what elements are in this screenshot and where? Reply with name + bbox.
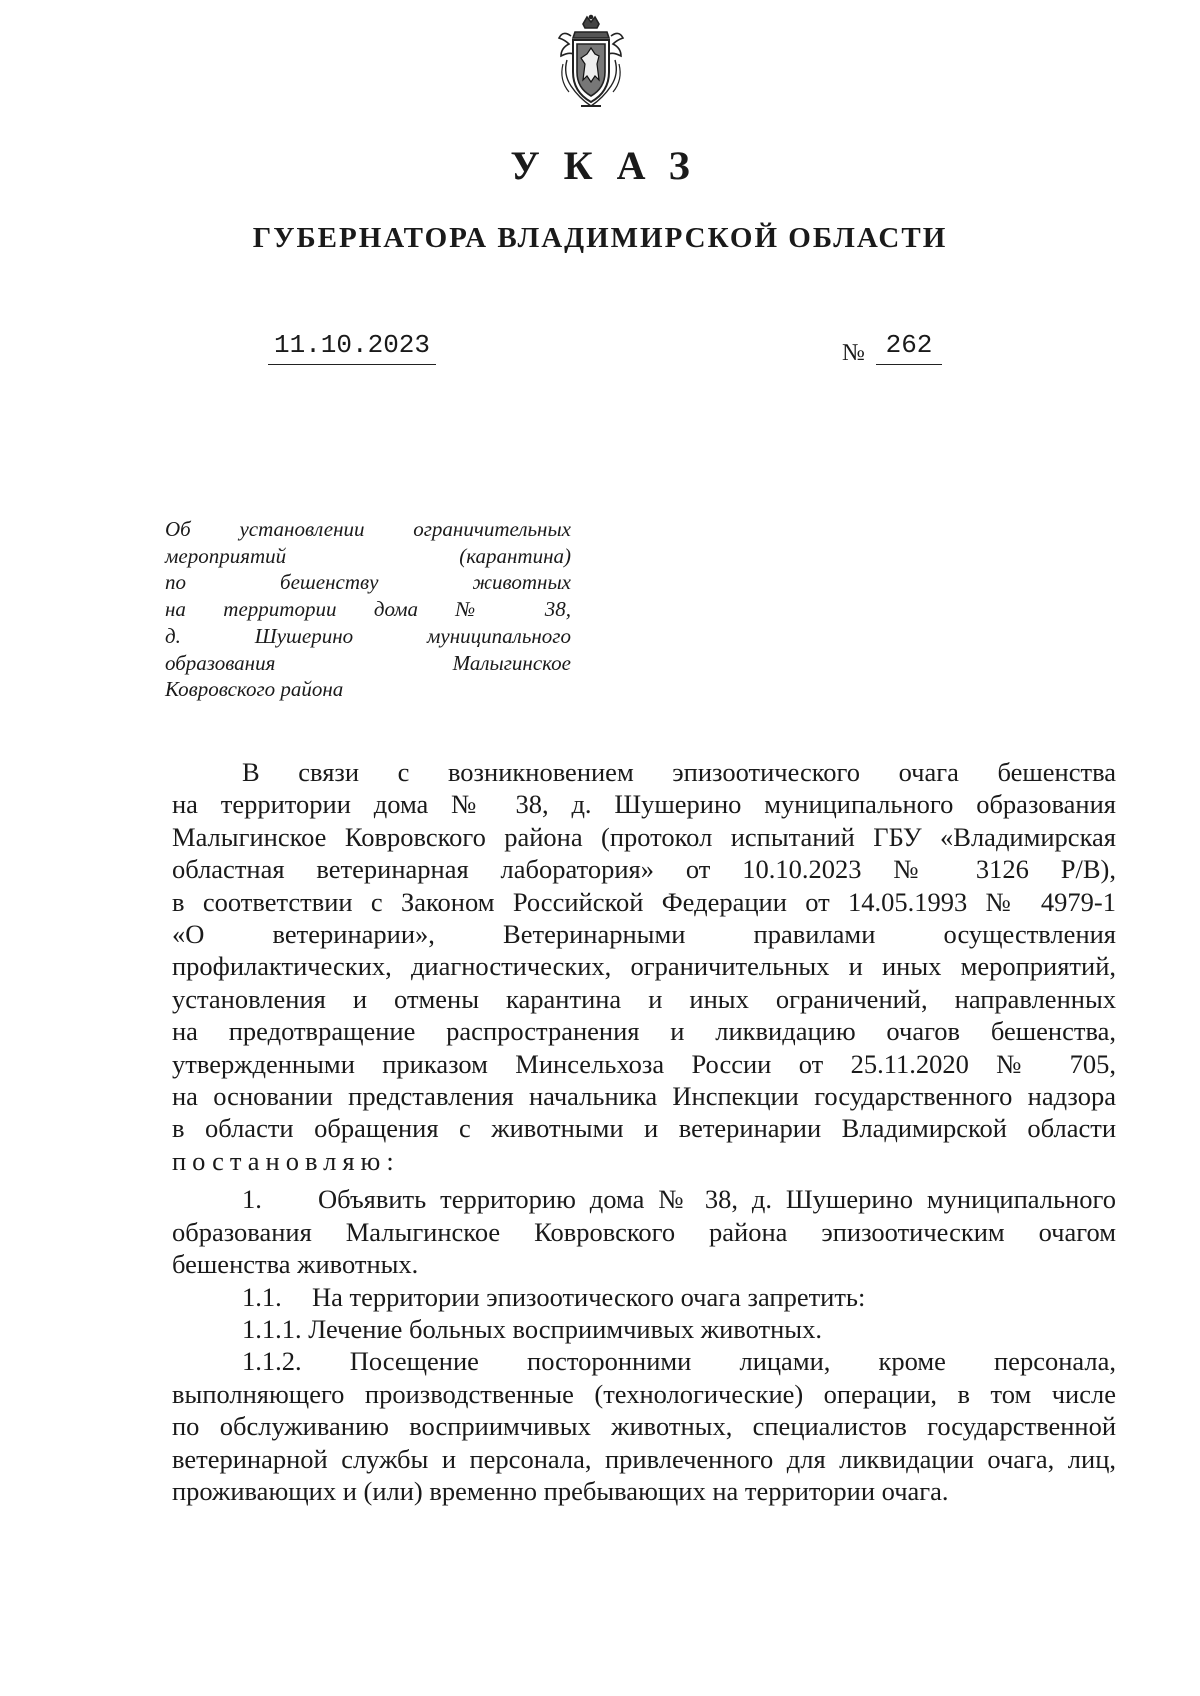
heading-line: на территории дома № 38, [165,597,571,622]
item-1-1-2-text: Посещение посторонними лицами, кроме персонала, [349,1346,1116,1377]
document-number: 262 [876,330,942,365]
item-1-1-2-line: по обслуживанию восприимчивых животных, специалистов государственной [172,1411,1116,1442]
item-1-1-2-line: выполняющего производственные (технологические) операции, в том числе [172,1378,1116,1409]
document-title: УКАЗ [510,143,714,188]
item-number: 1.1.2. [242,1346,302,1377]
item-1-line: образования Малыгинское Ковровского района эпизоотическим очагом [172,1216,1116,1247]
preamble-line: в соответствии с Законом Российской Федерации от 14.05.1993 № 4979-1 [172,886,1116,917]
preamble-line: Малыгинское Ковровского района (протокол испытаний ГБУ «Владимирская [172,821,1116,852]
item-1-text: Объявить территорию дома № 38, д. Шушерино муниципального [318,1184,1116,1215]
item-1-first-line [172,1183,1116,1215]
item-number: 1.1.1. [242,1313,302,1344]
item-1-line: бешенства животных. [172,1249,419,1280]
preamble-line: В связи с возникновением эпизоотического очага бешенства [242,757,1116,787]
document-date: 11.10.2023 [268,330,436,365]
document-subtitle: ГУБЕРНАТОРА ВЛАДИМИРСКОЙ ОБЛАСТИ [252,222,948,254]
preamble-line: в области обращения с животными и ветеринарии Владимирской области [172,1113,1116,1144]
item-1-1-1-text: Лечение больных восприимчивых животных. [308,1313,822,1344]
preamble-line: профилактических, диагностических, ограничительных и иных мероприятий, [172,951,1116,982]
heading-line: Ковровского района [165,677,344,702]
item-1-1-2-line: ветеринарной службы и персонала, привлеченного для ликвидации очага, лиц, [172,1443,1116,1474]
document-number-label: № [842,340,865,366]
preamble-line: областная ветеринарная лаборатория» от 10.10.2023 № 3126 Р/В), [172,854,1116,885]
preamble-line: на основании представления начальника Инспекции государственного надзора [172,1081,1116,1112]
document-body [172,756,1116,1507]
preamble-line: установления и отмены карантина и иных ограничений, направленных [172,983,1116,1014]
heading-line: мероприятий (карантина) [165,543,571,568]
item-1-1-text: На территории эпизоотического очага запретить: [312,1281,866,1312]
preamble-line: на территории дома № 38, д. Шушерино муниципального образования [172,789,1116,820]
heading-line: Об установлении ограничительных [165,517,571,541]
document-heading [165,516,571,703]
heading-line: по бешенству животных [165,570,571,595]
heading-line: образования Малыгинское [165,650,571,675]
preamble-line: на предотвращение распространения и ликвидацию очагов бешенства, [172,1016,1116,1047]
item-1-1-2-line: проживающих и (или) временно пребывающих на территории очага. [172,1475,949,1506]
item-1-1-2-first-line [172,1345,1116,1377]
item-1-1 [172,1281,1116,1313]
item-1-1-1 [172,1313,1116,1345]
item-number: 1. [242,1184,262,1215]
heading-line: д. Шушерино муниципального [165,623,571,648]
item-number: 1.1. [242,1281,282,1312]
preamble-line: «О ветеринарии», Ветеринарными правилами осуществления [172,919,1116,950]
preamble-line: утвержденными приказом Минсельхоза России от 25.11.2020 № 705, [172,1048,1116,1079]
coat-of-arms-emblem [553,14,629,110]
decree-word: постановляю: [172,1145,400,1176]
